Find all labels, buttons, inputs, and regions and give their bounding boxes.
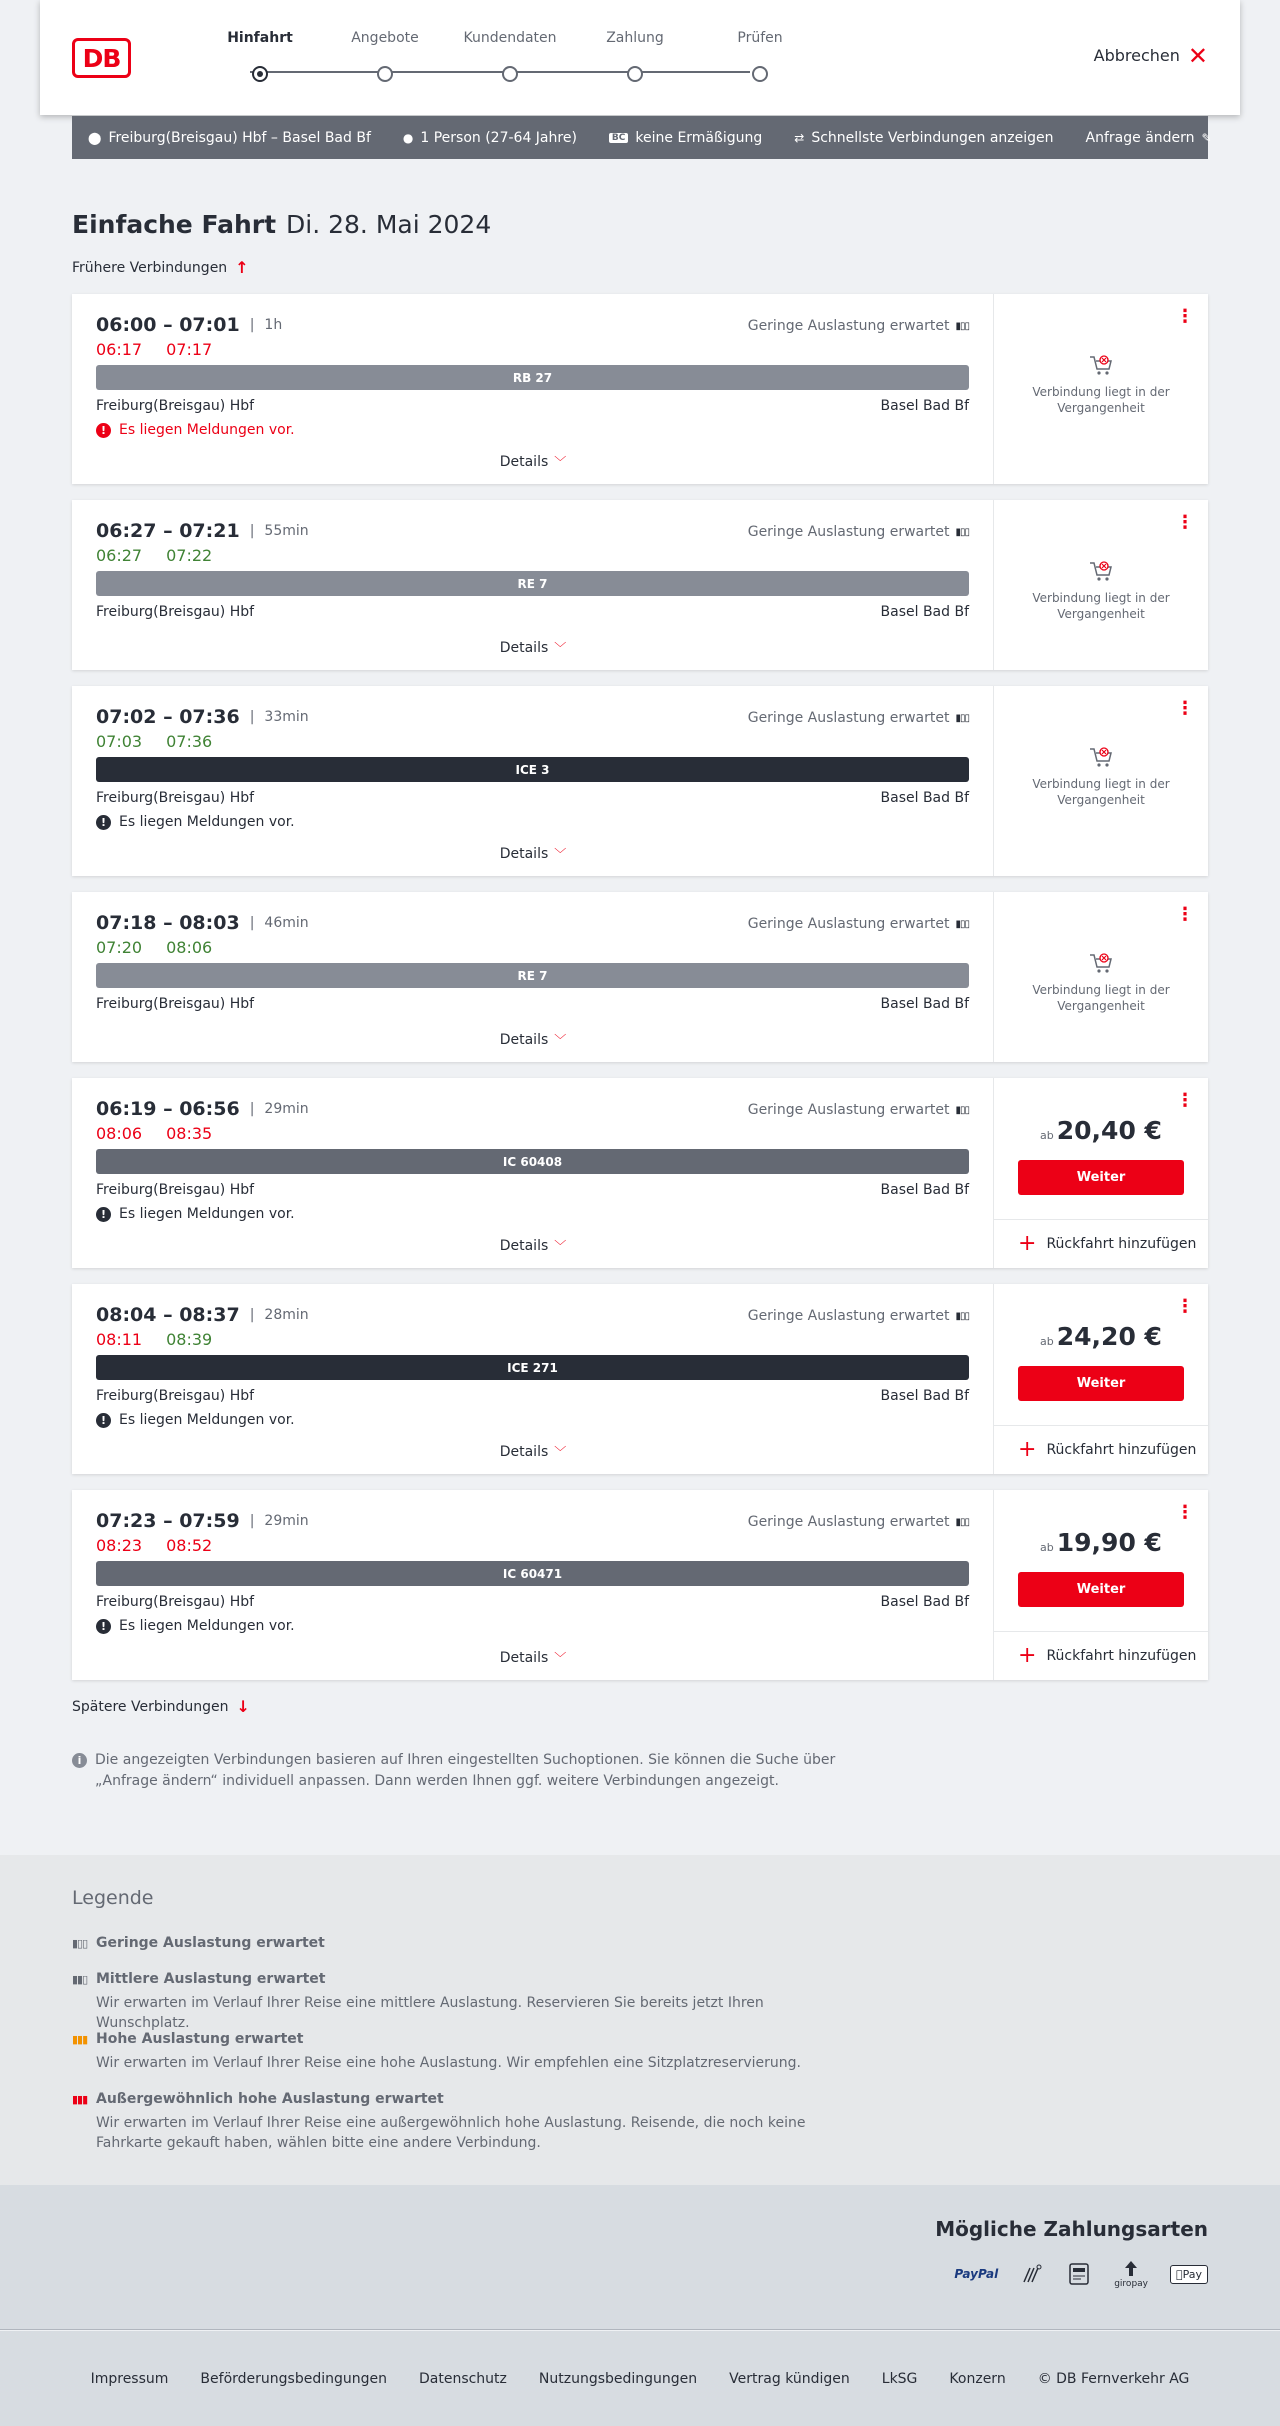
low-load-icon: ▮▯▯ — [955, 526, 969, 538]
step-kundendaten[interactable] — [460, 30, 560, 82]
chevron-down-icon: ﹀ — [554, 847, 567, 861]
stations — [96, 604, 969, 620]
realtime-departure: 08:06 — [96, 1124, 143, 1143]
medium-load-icon: ▮▮▯ — [72, 1972, 88, 1986]
search-summary-bar — [72, 116, 1212, 159]
offer-panel — [994, 1284, 1208, 1474]
connection-card[interactable] — [72, 1490, 1208, 1680]
load-indicator — [748, 1308, 969, 1324]
giropay-label: giropay — [1114, 2278, 1148, 2289]
fastest-text: Schnellste Verbindungen anzeigen — [811, 129, 1054, 146]
realtime-times — [96, 1536, 969, 1555]
realtime-departure: 07:03 — [96, 732, 143, 751]
planned-time-range: 06:27 – 07:21 — [96, 520, 240, 542]
notice-text: Es liegen Meldungen vor. — [119, 814, 295, 830]
duration: 29min — [264, 1513, 309, 1529]
step-dot — [377, 66, 393, 82]
details-toggle[interactable] — [72, 453, 994, 470]
add-return-trip-button[interactable] — [994, 1631, 1208, 1680]
planned-time-range: 06:00 – 07:01 — [96, 314, 240, 336]
past-connection-text: Verbindung liegt in der Vergangenheit — [1032, 385, 1170, 415]
load-text: Geringe Auslastung erwartet — [747, 1102, 950, 1118]
train-bar[interactable] — [96, 963, 969, 988]
planned-time-range: 06:19 – 06:56 — [96, 1098, 240, 1120]
destination-station: Basel Bad Bf — [880, 1388, 969, 1404]
payment-icons — [954, 2257, 1208, 2291]
connection-main — [72, 500, 994, 670]
low-load-icon: ▮▯▯ — [955, 712, 969, 724]
planned-time-range: 07:02 – 07:36 — [96, 706, 240, 728]
duration: 1h — [264, 317, 283, 333]
step-hinfahrt[interactable] — [210, 30, 310, 82]
offer-panel — [994, 892, 1208, 1062]
db-logo[interactable]: DB — [72, 38, 131, 78]
extreme-load-icon: ▮▮▮ — [72, 2092, 88, 2106]
arrow-up-icon: ↑ — [235, 258, 249, 277]
apple-pay-icon — [1170, 2265, 1208, 2284]
pencil-icon: ✎ — [1201, 130, 1212, 145]
connection-main — [72, 1078, 994, 1268]
sepa-icon — [1066, 2257, 1092, 2291]
price-amount: 19,90 € — [1056, 1528, 1162, 1557]
past-connection-note — [994, 354, 1208, 416]
destination-station: Basel Bad Bf — [880, 996, 969, 1012]
stations — [96, 996, 969, 1012]
notice-text: Es liegen Meldungen vor. — [119, 1206, 295, 1222]
details-label: Details — [499, 640, 549, 656]
stations — [96, 1182, 969, 1198]
plus-icon: + — [1018, 1231, 1037, 1256]
continue-button[interactable]: Weiter — [1018, 1160, 1184, 1195]
past-connection-note — [994, 746, 1208, 808]
price-prefix: ab — [1040, 1129, 1054, 1142]
footer-link-impressum[interactable]: Impressum — [90, 2370, 169, 2387]
swap-arrows-icon: ⇄ — [794, 130, 805, 145]
close-icon: ✕ — [1187, 41, 1208, 70]
step-dot — [752, 66, 768, 82]
step-dot — [252, 66, 268, 82]
price — [994, 1322, 1208, 1351]
arrow-down-icon: ↓ — [236, 1697, 250, 1716]
cancel-label: Abbrechen — [1093, 46, 1180, 65]
details-label: Details — [499, 846, 549, 862]
realtime-times — [96, 1330, 969, 1349]
apple-pay-label: Pay — [1182, 2267, 1202, 2281]
earlier-connections-link[interactable] — [72, 258, 249, 277]
price-prefix: ab — [1040, 1335, 1054, 1348]
realtime-times — [96, 732, 969, 751]
travellers-summary[interactable] — [403, 130, 577, 146]
footer-link-vertrag-kuendigen[interactable]: Vertrag kündigen — [729, 2370, 850, 2387]
origin-station: Freiburg(Breisgau) Hbf — [96, 604, 255, 620]
continue-button[interactable]: Weiter — [1018, 1366, 1184, 1401]
notice-message[interactable] — [96, 1412, 969, 1428]
load-text: Geringe Auslastung erwartet — [747, 1308, 950, 1324]
train-name: ICE 3 — [515, 762, 550, 777]
discount-summary[interactable] — [609, 130, 762, 146]
train-bar[interactable] — [96, 1149, 969, 1174]
past-connection-note — [994, 560, 1208, 622]
cart-unavailable-icon — [1088, 560, 1114, 582]
past-connection-text: Verbindung liegt in der Vergangenheit — [1032, 983, 1170, 1013]
step-dot — [627, 66, 643, 82]
progress-steps — [210, 30, 783, 90]
load-indicator — [748, 318, 969, 334]
info-text: Die angezeigten Verbindungen basieren auf Ihren eingestellten Suchoptionen. Sie können die Suche über „Anfrage ändern“ individuell anpassen. Dann werden Ihnen ggf. weitere Verbindungen angezeigt. — [95, 1752, 836, 1789]
realtime-arrival: 08:35 — [166, 1124, 213, 1143]
step-label: Kundendaten — [463, 30, 557, 46]
destination-station: Basel Bad Bf — [880, 604, 969, 620]
alert-icon: ! — [96, 1207, 111, 1222]
duration: 55min — [264, 523, 309, 539]
step-label: Prüfen — [737, 30, 783, 46]
duration: 33min — [264, 709, 309, 725]
legend-item-low — [72, 1935, 852, 1951]
load-indicator — [748, 1102, 969, 1118]
details-toggle[interactable] — [72, 845, 994, 862]
details-toggle[interactable] — [72, 1237, 994, 1254]
footer-link-datenschutz[interactable]: Datenschutz — [418, 2370, 507, 2387]
add-return-trip-label: Rückfahrt hinzufügen — [1046, 1442, 1197, 1458]
more-options-icon[interactable]: ⋮ — [1176, 904, 1194, 925]
route-summary[interactable] — [88, 130, 371, 146]
stations — [96, 790, 969, 806]
trip-date: Di. 28. Mai 2024 — [286, 210, 492, 239]
load-indicator — [748, 524, 969, 540]
low-load-icon: ▮▯▯ — [955, 1516, 969, 1528]
paypal-icon: PayPal — [954, 2267, 999, 2281]
destination-station: Basel Bad Bf — [880, 790, 969, 806]
step-angebote[interactable] — [335, 30, 435, 82]
cancel-button[interactable] — [1093, 41, 1208, 70]
planned-time-range: 07:23 – 07:59 — [96, 1510, 240, 1532]
details-toggle[interactable] — [72, 639, 994, 656]
details-toggle[interactable] — [72, 1443, 994, 1460]
train-bar[interactable] — [96, 757, 969, 782]
train-name: RE 7 — [517, 968, 548, 983]
origin-station: Freiburg(Breisgau) Hbf — [96, 1388, 255, 1404]
load-text: Geringe Auslastung erwartet — [747, 916, 950, 932]
realtime-departure: 06:17 — [96, 340, 143, 359]
details-label: Details — [499, 454, 549, 470]
step-dot — [502, 66, 518, 82]
realtime-arrival: 07:17 — [166, 340, 213, 359]
legend-item-extreme — [72, 2091, 852, 2153]
alert-icon: ! — [96, 1413, 111, 1428]
legend-item-high — [72, 2031, 852, 2073]
details-label: Details — [499, 1238, 549, 1254]
travellers-text: 1 Person (27-64 Jahre) — [420, 129, 577, 146]
offer-panel — [994, 1490, 1208, 1680]
legend-item-desc: Wir erwarten im Verlauf Ihrer Reise eine hohe Auslastung. Wir empfehlen eine Sitzplatzreservierung. — [96, 2055, 801, 2071]
low-load-icon: ▮▯▯ — [955, 1310, 969, 1322]
add-return-trip-label: Rückfahrt hinzufügen — [1046, 1648, 1197, 1664]
past-connection-text: Verbindung liegt in der Vergangenheit — [1032, 591, 1170, 621]
legend-item-title: Mittlere Auslastung erwartet — [96, 1971, 326, 1987]
train-bar[interactable] — [96, 1561, 969, 1586]
realtime-arrival: 08:39 — [166, 1330, 213, 1349]
low-load-icon: ▮▯▯ — [955, 1104, 969, 1116]
continue-button[interactable]: Weiter — [1018, 1572, 1184, 1607]
price — [994, 1528, 1208, 1557]
info-icon: i — [72, 1753, 87, 1768]
separator: | — [249, 1101, 255, 1117]
plus-icon: + — [1018, 1643, 1037, 1668]
train-name: RE 7 — [517, 576, 548, 591]
direct-debit-icon — [1020, 2257, 1044, 2291]
connection-card[interactable] — [72, 686, 1208, 876]
destination-station: Basel Bad Bf — [880, 398, 969, 414]
train-bar[interactable] — [96, 1355, 969, 1380]
later-connections-link[interactable] — [72, 1697, 250, 1716]
step-label: Zahlung — [606, 30, 664, 46]
add-return-trip-label: Rückfahrt hinzufügen — [1046, 1236, 1197, 1252]
more-options-icon[interactable]: ⋮ — [1176, 1502, 1194, 1523]
notice-message[interactable] — [96, 1618, 969, 1634]
chevron-down-icon: ﹀ — [554, 1239, 567, 1253]
step-label: Angebote — [351, 30, 419, 46]
realtime-times — [96, 340, 969, 359]
route-text: Freiburg(Breisgau) Hbf – Basel Bad Bf — [108, 129, 371, 146]
connection-main — [72, 1490, 994, 1680]
realtime-arrival: 08:06 — [166, 938, 213, 957]
notice-text: Es liegen Meldungen vor. — [119, 1412, 295, 1428]
train-name: RB 27 — [512, 370, 553, 385]
notice-text: Es liegen Meldungen vor. — [119, 422, 295, 438]
details-label: Details — [499, 1444, 549, 1460]
realtime-departure: 08:11 — [96, 1330, 143, 1349]
add-return-trip-button[interactable] — [994, 1219, 1208, 1268]
stations — [96, 398, 969, 414]
chevron-down-icon: ﹀ — [554, 1033, 567, 1047]
origin-station: Freiburg(Breisgau) Hbf — [96, 790, 255, 806]
realtime-times — [96, 938, 969, 957]
connection-card[interactable] — [72, 1284, 1208, 1474]
high-load-icon: ▮▮▮ — [72, 2032, 88, 2046]
realtime-arrival: 07:22 — [166, 546, 213, 565]
connection-card[interactable] — [72, 500, 1208, 670]
origin-station: Freiburg(Breisgau) Hbf — [96, 398, 255, 414]
legend-item-medium — [72, 1971, 852, 2033]
payment-methods-section — [0, 2185, 1280, 2330]
notice-message[interactable] — [96, 1206, 969, 1222]
payment-title: Mögliche Zahlungsarten — [935, 2217, 1208, 2241]
footer-link-konzern[interactable]: Konzern — [949, 2370, 1006, 2387]
offer-panel — [994, 686, 1208, 876]
footer-copyright: © DB Fernverkehr AG — [1037, 2370, 1190, 2387]
load-text: Geringe Auslastung erwartet — [747, 710, 950, 726]
cart-unavailable-icon — [1088, 952, 1114, 974]
load-indicator — [748, 916, 969, 932]
train-name: ICE 271 — [507, 1360, 558, 1375]
load-text: Geringe Auslastung erwartet — [747, 1514, 950, 1530]
details-toggle[interactable] — [72, 1031, 994, 1048]
footer-link-befoerderungsbedingungen[interactable]: Beförderungsbedingungen — [200, 2370, 387, 2387]
duration: 28min — [264, 1307, 309, 1323]
footer — [0, 2331, 1280, 2426]
connection-card[interactable] — [72, 294, 1208, 484]
past-connection-text: Verbindung liegt in der Vergangenheit — [1032, 777, 1170, 807]
duration: 29min — [264, 1101, 309, 1117]
past-connection-note — [994, 952, 1208, 1014]
fastest-summary[interactable] — [794, 130, 1053, 146]
load-text: Geringe Auslastung erwartet — [747, 524, 950, 540]
separator: | — [249, 523, 255, 539]
price-prefix: ab — [1040, 1541, 1054, 1554]
location-pin-icon: ⬤ — [88, 130, 102, 145]
legend-section — [0, 1855, 1280, 2185]
notice-message[interactable] — [96, 814, 969, 830]
connection-card[interactable] — [72, 1078, 1208, 1268]
realtime-arrival: 07:36 — [166, 732, 213, 751]
duration: 46min — [264, 915, 309, 931]
chevron-down-icon: ﹀ — [554, 1651, 567, 1665]
realtime-times — [96, 546, 969, 565]
stations — [96, 1388, 969, 1404]
discount-text: keine Ermäßigung — [635, 129, 763, 146]
giropay-icon — [1114, 2257, 1148, 2291]
separator: | — [249, 1307, 255, 1323]
step-zahlung[interactable] — [585, 30, 685, 82]
realtime-times — [96, 1124, 969, 1143]
legend-item-title: Geringe Auslastung erwartet — [96, 1935, 325, 1951]
header — [40, 0, 1240, 115]
origin-station: Freiburg(Breisgau) Hbf — [96, 1594, 255, 1610]
separator: | — [249, 915, 255, 931]
connection-main — [72, 1284, 994, 1474]
offer-panel — [994, 500, 1208, 670]
more-options-icon[interactable]: ⋮ — [1176, 512, 1194, 533]
edit-request-button[interactable] — [1086, 130, 1212, 146]
notice-text: Es liegen Meldungen vor. — [119, 1618, 295, 1634]
notice-message[interactable] — [96, 422, 969, 438]
offer-panel — [994, 294, 1208, 484]
chevron-down-icon: ﹀ — [554, 641, 567, 655]
trip-type: Einfache Fahrt — [72, 210, 277, 239]
origin-station: Freiburg(Breisgau) Hbf — [96, 1182, 255, 1198]
legend-item-title: Außergewöhnlich hohe Auslastung erwartet — [96, 2091, 444, 2107]
alert-icon: ! — [96, 815, 111, 830]
chevron-down-icon: ﹀ — [554, 1445, 567, 1459]
search-info-note — [72, 1750, 852, 1792]
offer-panel — [994, 1078, 1208, 1268]
footer-link-lksg[interactable]: LkSG — [881, 2370, 918, 2387]
realtime-arrival: 08:52 — [166, 1536, 213, 1555]
train-name: IC 60471 — [502, 1566, 563, 1581]
plus-icon: + — [1018, 1437, 1037, 1462]
more-options-icon[interactable]: ⋮ — [1176, 1090, 1194, 1111]
load-indicator — [748, 1514, 969, 1530]
more-options-icon[interactable]: ⋮ — [1176, 1296, 1194, 1317]
edit-request-label: Anfrage ändern — [1085, 129, 1195, 146]
later-connections-label: Spätere Verbindungen — [72, 1698, 229, 1715]
alert-icon: ! — [96, 423, 111, 438]
person-icon: ● — [402, 130, 414, 145]
step-label: Hinfahrt — [227, 30, 293, 46]
separator: | — [249, 709, 255, 725]
low-load-icon: ▮▯▯ — [955, 320, 969, 332]
realtime-departure: 06:27 — [96, 546, 143, 565]
origin-station: Freiburg(Breisgau) Hbf — [96, 996, 255, 1012]
load-indicator — [748, 710, 969, 726]
destination-station: Basel Bad Bf — [880, 1182, 969, 1198]
legend-item-title: Hohe Auslastung erwartet — [96, 2031, 304, 2047]
stations — [96, 1594, 969, 1610]
legend-item-desc: Wir erwarten im Verlauf Ihrer Reise eine mittlere Auslastung. Reservieren Sie bereits jetzt Ihren Wunschplatz. — [96, 1995, 764, 2031]
details-label: Details — [499, 1650, 549, 1666]
footer-link-nutzungsbedingungen[interactable]: Nutzungsbedingungen — [538, 2370, 698, 2387]
details-toggle[interactable] — [72, 1649, 994, 1666]
connection-main — [72, 294, 994, 484]
train-name: IC 60408 — [502, 1154, 563, 1169]
connection-main — [72, 892, 994, 1062]
separator: | — [249, 1513, 255, 1529]
realtime-departure: 07:20 — [96, 938, 143, 957]
planned-time-range: 07:18 – 08:03 — [96, 912, 240, 934]
legend-title: Legende — [72, 1887, 154, 1909]
cart-unavailable-icon — [1088, 746, 1114, 768]
destination-station: Basel Bad Bf — [880, 1594, 969, 1610]
low-load-icon: ▮▯▯ — [72, 1936, 88, 1950]
train-bar[interactable] — [96, 571, 969, 596]
page-title — [72, 210, 491, 239]
details-label: Details — [499, 1032, 549, 1048]
planned-time-range: 08:04 – 08:37 — [96, 1304, 240, 1326]
alert-icon: ! — [96, 1619, 111, 1634]
price — [994, 1116, 1208, 1145]
realtime-departure: 08:23 — [96, 1536, 143, 1555]
train-bar[interactable] — [96, 365, 969, 390]
bahncard-icon: BC — [609, 133, 628, 143]
load-text: Geringe Auslastung erwartet — [747, 318, 950, 334]
connection-card[interactable] — [72, 892, 1208, 1062]
price-amount: 20,40 € — [1056, 1116, 1162, 1145]
price-amount: 24,20 € — [1056, 1322, 1162, 1351]
chevron-down-icon: ﹀ — [554, 455, 567, 469]
step-pruefen[interactable] — [710, 30, 810, 82]
legend-item-desc: Wir erwarten im Verlauf Ihrer Reise eine außergewöhnlich hohe Auslastung. Reisende, die noch keine Fahrkarte gekauft haben, wählen bitte eine andere Verbindung. — [96, 2115, 806, 2151]
separator: | — [249, 317, 255, 333]
low-load-icon: ▮▯▯ — [955, 918, 969, 930]
add-return-trip-button[interactable] — [994, 1425, 1208, 1474]
earlier-connections-label: Frühere Verbindungen — [72, 259, 228, 276]
more-options-icon[interactable]: ⋮ — [1176, 698, 1194, 719]
more-options-icon[interactable]: ⋮ — [1176, 306, 1194, 327]
connection-main — [72, 686, 994, 876]
cart-unavailable-icon — [1088, 354, 1114, 376]
